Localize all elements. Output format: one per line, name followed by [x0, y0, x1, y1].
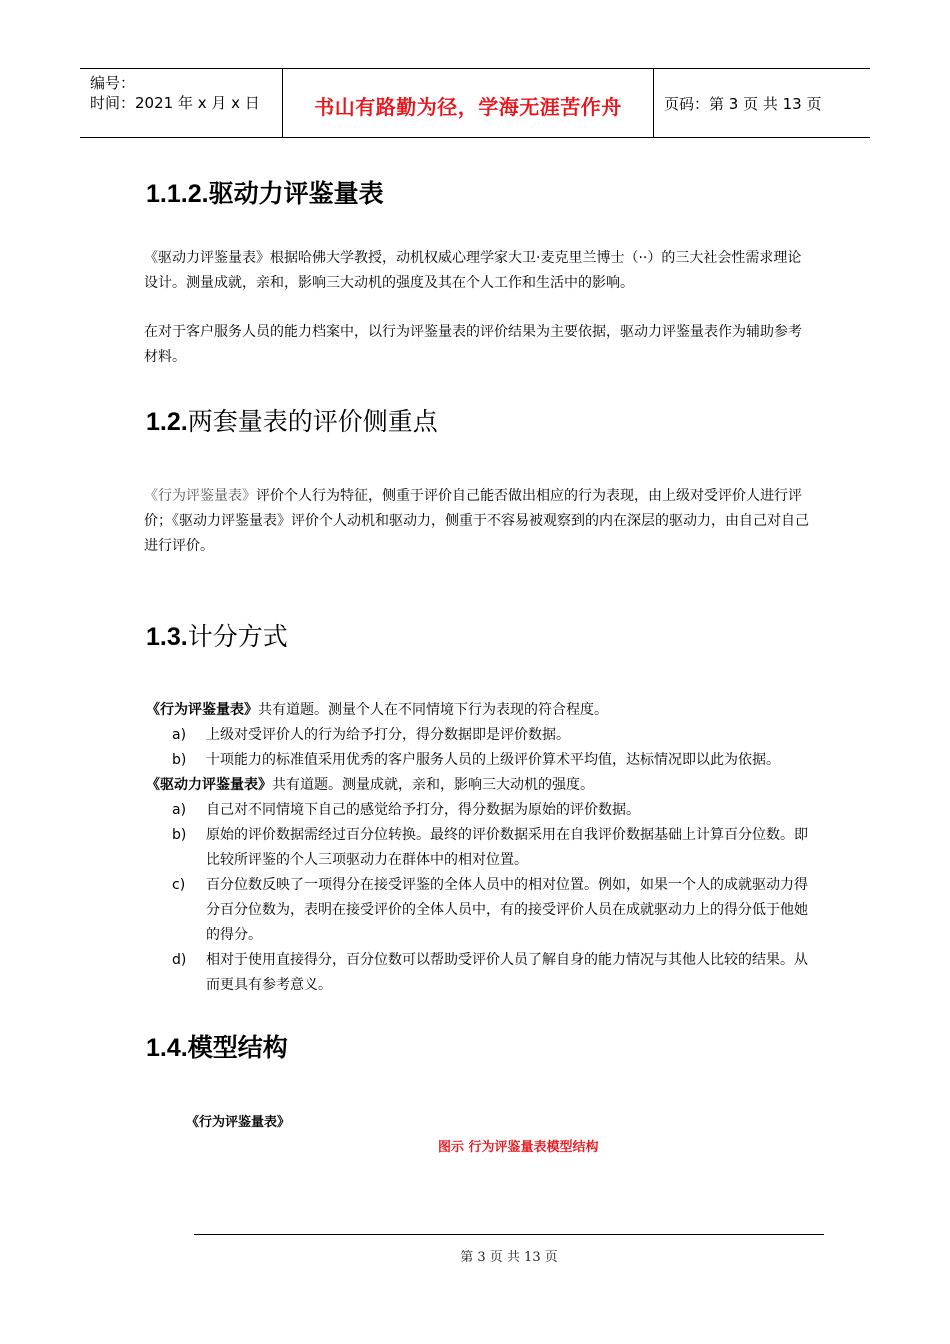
heading-number: 1.4.: [146, 1034, 188, 1062]
list-marker: b): [172, 752, 187, 768]
header-motto-cell: [283, 69, 654, 137]
heading-1-1-2: [146, 174, 384, 210]
document-header: [80, 68, 870, 138]
time-label: 时间：2021 年 x 月 x 日: [90, 94, 260, 112]
motto-text: 书山有路勤为径，学海无涯苦作舟: [314, 95, 622, 119]
heading-1-3: [146, 617, 288, 653]
model-figure-caption: 图示 行为评鉴量表模型结构: [438, 1140, 599, 1155]
list-marker: a): [172, 802, 187, 818]
drive-scale-title: 《驱动力评鉴量表》: [146, 777, 272, 793]
list-text: 相对于使用直接得分，百分位数可以帮助受评价人员了解自身的能力情况与其他人比较的结果。从而更具有参考意义。: [206, 952, 808, 993]
list-text: 上级对受评价人的行为给予打分，得分数据即是评价数据。: [206, 727, 570, 743]
paragraph-evaluation-focus: [144, 484, 812, 559]
list-text: 百分位数反映了一项得分在接受评鉴的全体人员中的相对位置。例如，如果一个人的成就驱动力得分百分位数为，表明在接受评价的全体人员中，有的接受评价人员在成就驱动力上的得分低于他她的得分。: [206, 877, 808, 943]
scoring-behavior-intro: [146, 698, 814, 723]
heading-number: 1.2.: [146, 408, 188, 436]
heading-title: 计分方式: [187, 622, 288, 651]
serial-label: 编号：: [90, 74, 136, 92]
list-marker: c): [172, 877, 186, 893]
heading-number: 1.1.2.: [146, 180, 209, 208]
list-marker: d): [172, 952, 187, 968]
behavior-scale-title: 《行为评鉴量表》: [144, 488, 256, 504]
page-info: 页码：第 3 页 共 13 页: [664, 95, 822, 113]
header-meta-cell: [80, 69, 283, 137]
drive-scale-text: 共有道题。测量成就，亲和，影响三大动机的强度。: [272, 777, 594, 793]
model-scale-label: 《行为评鉴量表》: [186, 1115, 291, 1130]
heading-1-2: [146, 402, 438, 438]
behavior-scale-text: 共有道题。测量个人在不同情境下行为表现的符合程度。: [258, 702, 608, 718]
paragraph-profile-basis: 在对于客户服务人员的能力档案中，以行为评鉴量表的评价结果为主要依据，驱动力评鉴量表作为辅助参考材料。: [144, 324, 802, 365]
list-marker: a): [172, 727, 187, 743]
heading-number: 1.3.: [146, 623, 188, 651]
list-marker: b): [172, 827, 187, 843]
header-page-cell: [654, 69, 870, 137]
list-text: 十项能力的标准值采用优秀的客户服务人员的上级评价算术平均值，达标情况即以此为依据。: [206, 752, 780, 768]
heading-1-4: [146, 1028, 288, 1064]
heading-title: 两套量表的评价侧重点: [187, 407, 438, 436]
page-footer: 第 3 页 共 13 页: [460, 1250, 558, 1265]
list-text: 原始的评价数据需经过百分位转换。最终的评价数据采用在自我评价数据基础上计算百分位数。即比较所评鉴的个人三项驱动力在群体中的相对位置。: [206, 827, 808, 868]
paragraph-drive-scale-intro: 《驱动力评鉴量表》根据哈佛大学教授，动机权威心理学家大卫·麦克里兰博士（··）的三大社会性需求理论设计。测量成就，亲和，影响三大动机的强度及其在个人工作和生活中的影响。: [144, 250, 802, 291]
list-text: 自己对不同情境下自己的感觉给予打分，得分数据为原始的评价数据。: [206, 802, 640, 818]
footer-divider: [194, 1234, 824, 1235]
heading-title: 驱动力评鉴量表: [208, 179, 384, 208]
scoring-drive-intro: [146, 773, 814, 798]
behavior-scale-title: 《行为评鉴量表》: [146, 702, 258, 718]
heading-title: 模型结构: [187, 1033, 288, 1062]
evaluation-focus-text: 评价个人行为特征，侧重于评价自己能否做出相应的行为表现，由上级对受评价人进行评价；《驱动力评鉴量表》评价个人动机和驱动力，侧重于不容易被观察到的内在深层的驱动力，由自己对自己进行评价。: [144, 488, 809, 554]
